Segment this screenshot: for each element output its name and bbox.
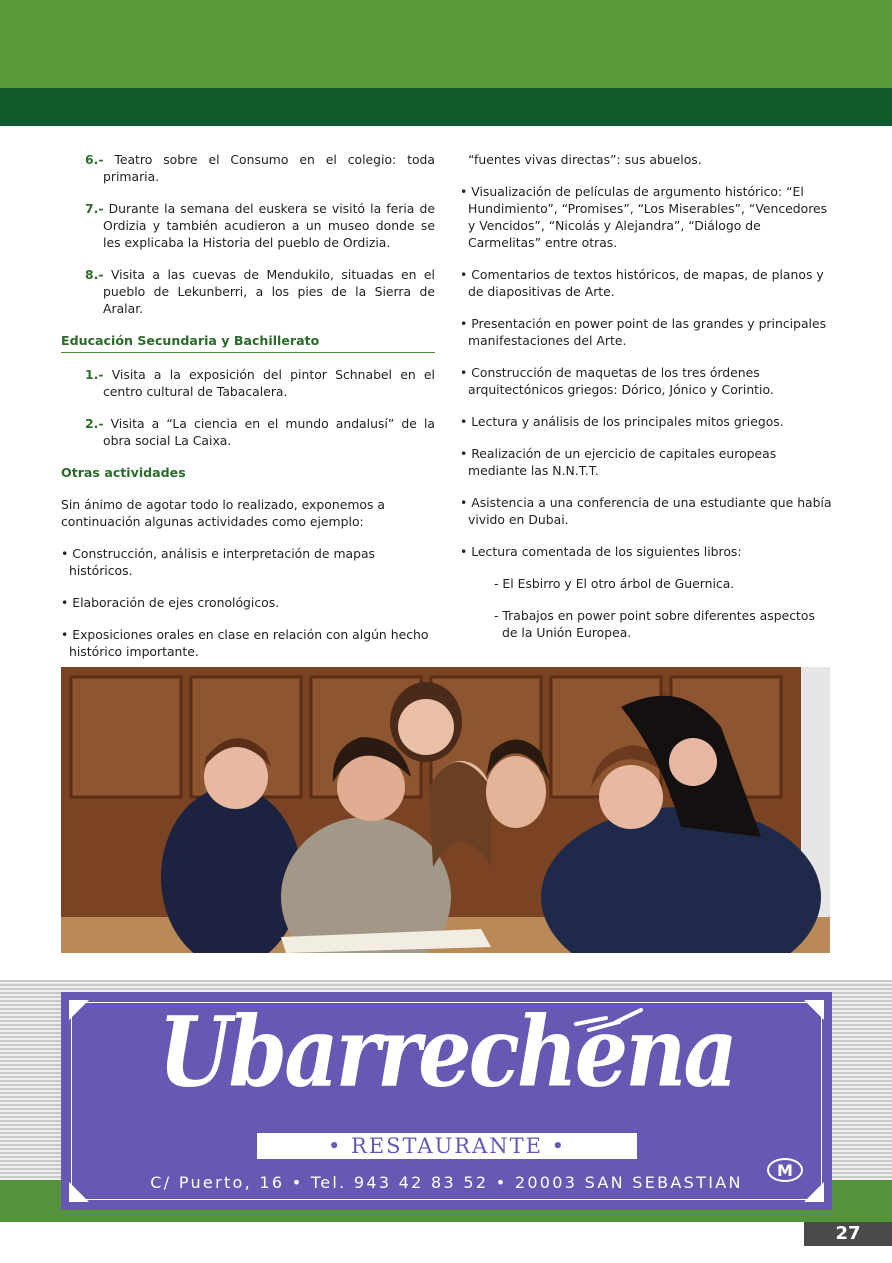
bullet-item: • Exposiciones orales en clase en relación con algún hecho histórico importante. <box>61 626 435 660</box>
restaurant-subtitle: • RESTAURANTE • <box>257 1133 637 1159</box>
restaurant-address: C/ Puerto, 16 • Tel. 943 42 83 52 • 20003 SAN SEBASTIAN <box>150 1173 743 1192</box>
list-item: 8.- Visita a las cuevas de Mendukilo, situadas en el pueblo de Lekunberri, a los pies de la Sierra de Aralar. <box>85 267 435 316</box>
bullet-item: • Visualización de películas de argumento histórico: “El Hundimiento”, “Promises”, “Los Miserables”, “Vencedores y Vencidos”, “Nicolás y Alejandra”, “Diálogo de Carmelitas” entre otras. <box>460 183 832 251</box>
header-band-dark <box>0 88 892 126</box>
section-title-secundaria: Educación Secundaria y Bachillerato <box>61 332 435 353</box>
list-item: 7.- Durante la semana del euskera se visitó la feria de Ordizia y también acudieron a un museo donde se les explicaba la Historia del pueblo de Ordizia. <box>85 201 435 250</box>
students-photo <box>61 667 830 953</box>
bullet-item: • Comentarios de textos históricos, de mapas, de planos y de diapositivas de Arte. <box>460 266 832 300</box>
list-item: 2.- Visita a “La ciencia en el mundo andalusí” de la obra social La Caixa. <box>85 416 435 448</box>
book-item: - El Esbirro y El otro árbol de Guernica. <box>494 576 735 591</box>
bullet-item: • Construcción, análisis e interpretación de mapas históricos. <box>61 545 435 579</box>
page-number: 27 <box>804 1222 892 1246</box>
continuation-text: “fuentes vivas directas”: sus abuelos. <box>468 152 702 167</box>
bullet-item: • Lectura y análisis de los principales mitos griegos. <box>460 413 832 430</box>
restaurant-name: Ubarrechena <box>158 994 735 1109</box>
restaurant-advertisement <box>61 992 832 1210</box>
bullet-item: • Construcción de maquetas de los tres órdenes arquitectónicos griegos: Dórico, Jónico y Corintio. <box>460 364 832 398</box>
restaurant-logo-icon <box>765 1156 805 1184</box>
book-item: - Trabajos en power point sobre diferentes aspectos de la Unión Europea. <box>494 608 815 640</box>
list-item: 1.- Visita a la exposición del pintor Schnabel en el centro cultural de Tabacalera. <box>85 367 435 399</box>
bullet-item: • Presentación en power point de las grandes y principales manifestaciones del Arte. <box>460 315 832 349</box>
bullet-item: • Asistencia a una conferencia de una estudiante que había vivido en Dubai. <box>460 494 832 528</box>
photo-illustration <box>61 667 830 953</box>
header-band-light <box>0 0 892 88</box>
bullet-item: • Lectura comentada de los siguientes libros: <box>460 543 832 560</box>
svg-text:M: M <box>777 1161 793 1180</box>
section-title-otras: Otras actividades <box>61 465 186 480</box>
list-item: 6.- Teatro sobre el Consumo en el colegio: toda primaria. <box>85 152 435 184</box>
bullet-item: • Elaboración de ejes cronológicos. <box>61 594 435 611</box>
intro-paragraph: Sin ánimo de agotar todo lo realizado, exponemos a continuación algunas actividades como ejemplo: <box>61 497 385 529</box>
left-column <box>61 151 435 724</box>
bullet-item: • Realización de un ejercicio de capitales europeas mediante las N.N.T.T. <box>460 445 832 479</box>
right-column <box>460 151 832 656</box>
